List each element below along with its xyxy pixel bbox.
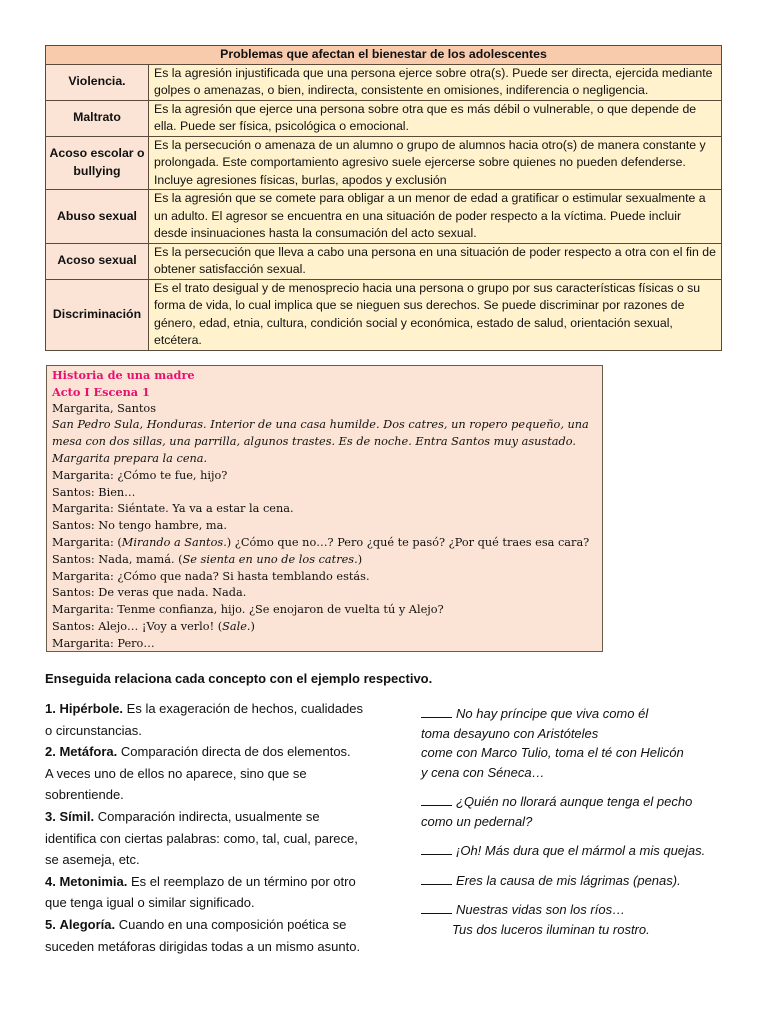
concept-text: A veces uno de ellos no aparece, sino que se — [45, 765, 307, 781]
dialogue-line: Santos: No tengo hambre, ma. — [52, 519, 227, 533]
concept-number: 4. — [45, 873, 56, 889]
dialogue-line — [52, 552, 602, 569]
dialogue-line: Santos: De veras que nada. Nada. — [52, 586, 247, 600]
answer-blank[interactable] — [421, 901, 452, 914]
concept-item — [45, 806, 395, 871]
play-excerpt — [46, 365, 603, 652]
table-row — [46, 190, 722, 244]
concept-number: 5. — [45, 916, 56, 932]
dialogue-text: Santos: Alejo… ¡Voy a verlo! ( — [52, 619, 223, 633]
concept-text: que tenga igual o similar significado. — [45, 895, 255, 911]
dialogue-text: ) ¿Cómo que no…? Pero ¿qué te pasó? ¿Por qué traes esa cara? — [226, 535, 590, 549]
dialogue-line — [52, 619, 602, 636]
dialogue-text: Santos: Nada, mamá. ( — [52, 552, 183, 566]
term-cell: Violencia. — [46, 64, 149, 100]
dialogue-line: Margarita: Pero… — [52, 636, 155, 650]
concept-text: identifica con ciertas palabras: como, tal, cual, parece, — [45, 830, 358, 846]
exercise-instruction: Enseguida relaciona cada concepto con el ejemplo respectivo. — [45, 671, 433, 686]
dialogue-line: Santos: Bien… — [52, 485, 136, 499]
dialogue-aside: Sale. — [222, 619, 251, 633]
term-cell: Abuso sexual — [46, 190, 149, 244]
example-text: No hay príncipe que viva como él — [456, 706, 649, 721]
definition-cell: Es la agresión que se comete para obligar a un menor de edad a gratificar o estimular sexualmente a un adulto. El agresor se encuentra en una situación de poder respecto a la víctima. Puede incluir desde insinuaciones hasta la consumación del acto sexual. — [149, 190, 722, 244]
concept-number: 2. — [45, 744, 56, 760]
concept-name: Símil. — [59, 808, 95, 824]
stage-direction: mesa con dos sillas, una parrilla, algunos trastes. Es de noche. Entra Santos muy asustado. — [52, 435, 576, 449]
table-row — [46, 279, 722, 350]
concept-text: suceden metáforas dirigidas todas a un mismo asunto. — [45, 938, 361, 954]
dialogue-aside: Mirando a Santos. — [121, 535, 227, 549]
table-row — [46, 100, 722, 136]
concept-name: Hipérbole. — [59, 701, 124, 716]
stage-direction: Margarita prepara la cena. — [52, 451, 208, 465]
example-text: ¡Oh! Más dura que el mármol a mis quejas. — [456, 843, 706, 858]
example-item — [421, 900, 751, 939]
definition-cell: Es la agresión injustificada que una persona ejerce sobre otra(s). Puede ser directa, ejercida mediante golpes o amenazas, o bien, indirecta, consistente en omisiones, indiferencia o negligencia. — [149, 64, 722, 100]
dialogue-text: ) — [357, 552, 363, 566]
example-text: toma desayuno con Aristóteles — [421, 725, 599, 741]
example-item — [421, 871, 751, 891]
example-item — [421, 792, 751, 831]
stage-direction: San Pedro Sula, Honduras. Interior de una casa humilde. Dos catres, un ropero pequeño, una — [52, 418, 589, 432]
answer-blank[interactable] — [421, 842, 452, 855]
concept-number: 3. — [45, 808, 56, 824]
term-cell: Acoso escolar o bullying — [46, 136, 149, 190]
dialogue-text: Margarita: ( — [52, 535, 122, 549]
example-text: como un pedernal? — [421, 813, 533, 829]
dialogue-line: Margarita: Tenme confianza, hijo. ¿Se enojaron de vuelta tú y Alejo? — [52, 603, 444, 617]
example-list — [421, 704, 751, 949]
example-text: Tus dos luceros iluminan tu rostro. — [452, 921, 650, 937]
concept-text: Es la exageración de hechos, cualidades — [123, 701, 363, 716]
concept-text: Cuando en una composición poética se — [115, 916, 347, 932]
play-act: Acto I Escena 1 — [52, 384, 150, 399]
definition-cell: Es la persecución que lleva a cabo una persona en una situación de poder respecto a otra con el fin de obtener satisfacción sexual. — [149, 243, 722, 279]
concept-list — [45, 698, 395, 957]
table-row — [46, 136, 722, 190]
answer-blank[interactable] — [421, 705, 452, 718]
play-characters: Margarita, Santos — [52, 401, 157, 415]
table-header: Problemas que afectan el bienestar de los adolescentes — [46, 46, 722, 65]
dialogue-text: ) — [250, 619, 255, 633]
concept-item — [45, 914, 395, 957]
dialogue-line: Margarita: Siéntate. Ya va a estar la cena. — [52, 502, 294, 516]
concept-text: sobrentiende. — [45, 787, 124, 803]
example-item — [421, 841, 751, 861]
concept-name: Metonimia. — [59, 873, 128, 889]
concept-text: Comparación directa de dos elementos. — [117, 744, 351, 760]
dialogue-line: Margarita: ¿Cómo que nada? Si hasta temblando estás. — [52, 569, 370, 583]
example-text: ¿Quién no llorará aunque tenga el pecho — [456, 794, 693, 809]
concept-text: se asemeja, etc. — [45, 852, 140, 868]
definition-cell: Es la agresión que ejerce una persona sobre otra que es más débil o vulnerable, o que depende de ella. Puede ser física, psicológica o emocional. — [149, 100, 722, 136]
example-text: y cena con Séneca… — [421, 764, 545, 780]
term-cell: Maltrato — [46, 100, 149, 136]
example-text: Eres la causa de mis lágrimas (penas). — [456, 872, 681, 888]
table-row — [46, 64, 722, 100]
concept-item — [45, 698, 395, 741]
table-row — [46, 243, 722, 279]
answer-blank[interactable] — [421, 793, 452, 806]
example-item — [421, 704, 751, 782]
dialogue-aside: Se sienta en uno de los catres. — [182, 552, 358, 566]
concept-number: 1. — [45, 701, 56, 716]
concept-text: Es el reemplazo de un término por otro — [127, 873, 356, 889]
concept-name: Alegoría. — [59, 916, 116, 932]
problems-table — [45, 45, 722, 351]
play-title: Historia de una madre — [52, 368, 195, 382]
term-cell: Discriminación — [46, 279, 149, 350]
dialogue-line: Margarita: ¿Cómo te fue, hijo? — [52, 468, 228, 482]
concept-name: Metáfora. — [59, 744, 118, 760]
definition-cell: Es la persecución o amenaza de un alumno o grupo de alumnos hacia otro(s) de manera constante y prolongada. Este comportamiento agresivo suele ejercerse sobre quienes no pueden defenderse. Incluye agresiones físicas, burlas, apodos y exclusión — [149, 136, 722, 190]
example-text: Nuestras vidas son los ríos… — [456, 902, 626, 917]
answer-blank[interactable] — [421, 872, 452, 885]
concept-item — [45, 741, 395, 806]
concept-text: Comparación indirecta, usualmente se — [94, 808, 320, 824]
concept-item — [45, 871, 395, 914]
example-text: come con Marco Tulio, toma el té con Helicón — [421, 745, 684, 760]
term-cell: Acoso sexual — [46, 243, 149, 279]
definition-cell: Es el trato desigual y de menosprecio hacia una persona o grupo por sus características físicas o su forma de vida, lo cual implica que se nieguen sus derechos. Se puede discriminar por razones de género, edad, etnia, cultura, condición social y económica, estado de salud, orientación sexual, etcétera. — [149, 279, 722, 350]
dialogue-line — [52, 535, 602, 552]
concept-text: o circunstancias. — [45, 722, 142, 738]
